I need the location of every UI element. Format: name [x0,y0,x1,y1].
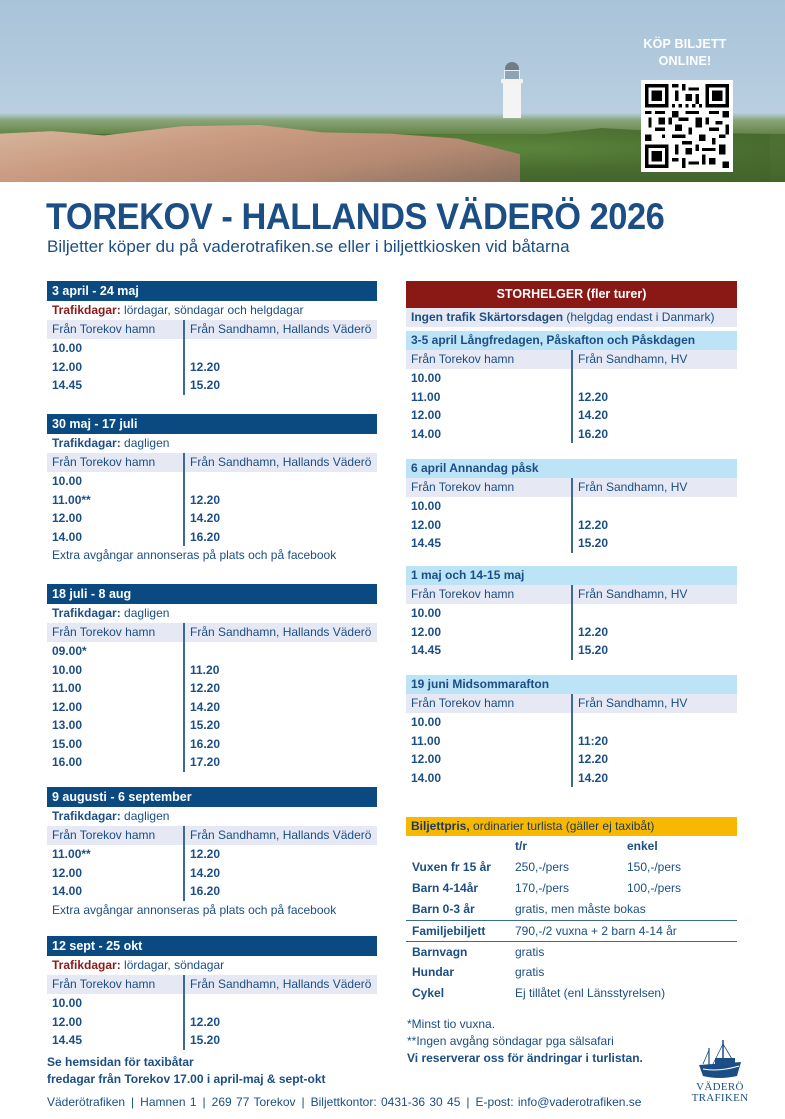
footer-phone[interactable]: Biljettkontor: 0431-36 30 45 [310,1095,461,1109]
column-headers [47,975,377,994]
col-single: enkel [627,839,658,853]
price-row [406,941,737,962]
departure-torekov: 14.00 [406,425,573,444]
table-row [406,425,737,444]
table-row [406,369,737,388]
col-from-torekov: Från Torekov hamn [406,694,573,713]
holiday-title: 3-5 april Långfredagen, Påskafton och Påskdagen [406,331,737,350]
departure-torekov: 14.45 [47,1031,185,1050]
departure-sandhamn [185,642,377,661]
traffic-days-label: Trafikdagar: [52,606,121,620]
table-row [406,623,737,642]
table-row [47,735,377,754]
footnotes [407,1016,643,1067]
lighthouse-icon [499,62,525,118]
holiday-block [406,675,737,787]
departure-torekov: 11.00** [47,845,185,864]
table-row [406,732,737,751]
col-from-sandhamn: Från Sandhamn, HV [578,587,688,601]
departure-sandhamn: 15.20 [578,643,609,657]
column-headers [406,350,737,369]
departure-sandhamn: 12.20 [190,359,221,374]
col-from-sandhamn: Från Sandhamn, HV [578,696,688,710]
departure-torekov: 14.45 [406,641,573,660]
season-period: 30 maj - 17 juli [47,414,377,434]
price-label: Vuxen fr 15 år [412,860,491,874]
departure-sandhamn: 17.20 [190,755,221,769]
departure-sandhamn [185,472,377,491]
holidays-header: STORHELGER (fler turer) [406,281,737,308]
departure-sandhamn: 14.20 [578,408,609,422]
col-from-sandhamn: Från Sandhamn, Hallands Väderö [190,455,372,469]
col-from-torekov: Från Torekov hamn [47,320,185,339]
departure-sandhamn: 14.20 [190,865,221,880]
departure-torekov: 14.00 [406,769,573,788]
table-row [406,750,737,769]
ship-icon [695,1038,745,1082]
table-row [47,509,377,528]
departure-torekov: 14.45 [406,534,573,553]
hero-rocks [0,120,520,182]
col-from-torekov: Från Torekov hamn [406,585,573,604]
departure-torekov: 10.00 [406,497,573,516]
taxi-line2: fredagar från Torekov 17.00 i april-maj & sept-okt [47,1072,326,1086]
table-row [47,661,377,680]
departure-sandhamn [185,994,377,1013]
table-row [47,642,377,661]
table-row [406,497,737,516]
price-label: Barn 4-14år [412,881,479,895]
price-label: Barn 0-3 år [412,902,475,916]
prices-header-bold: Biljettpris, [411,819,470,833]
price-value: gratis [515,945,545,959]
departure-torekov: 14.45 [47,376,185,395]
departure-sandhamn: 16.20 [578,426,609,441]
departure-torekov: 12.00 [47,698,185,717]
departure-torekov: 10.00 [406,604,573,623]
traffic-days [47,604,377,623]
column-headers [47,453,377,472]
departure-sandhamn [573,497,737,516]
traffic-days-label: Trafikdagar: [52,809,121,823]
hero-banner [0,0,785,182]
traffic-days [47,807,377,826]
price-return: 170,-/pers [515,881,570,895]
table-row [406,604,737,623]
table-row [406,534,737,553]
departure-sandhamn: 14.20 [578,770,609,785]
season-period: 18 juli - 8 aug [47,584,377,604]
price-single: 150,-/pers [627,860,682,874]
column-headers [47,826,377,845]
separator: | [202,1095,206,1109]
price-row [406,899,737,920]
departure-torekov: 14.00 [47,882,185,901]
season-period: 9 augusti - 6 september [47,787,377,807]
departure-sandhamn: 12.20 [578,517,609,532]
col-from-torekov: Från Torekov hamn [47,826,185,845]
col-from-torekov: Från Torekov hamn [406,478,573,497]
traffic-days-label: Trafikdagar: [52,958,121,972]
departure-sandhamn: 15.20 [190,378,221,392]
no-traffic-rest: (helgdag endast i Danmark) [563,310,715,324]
col-from-torekov: Från Torekov hamn [406,350,573,369]
price-value: gratis [515,965,545,979]
table-row [47,994,377,1013]
separator: | [301,1095,305,1109]
departure-sandhamn [573,369,737,388]
price-row [406,920,737,941]
departure-torekov: 12.00 [406,516,573,535]
table-row [47,1013,377,1032]
holiday-block [406,459,737,553]
col-from-sandhamn: Från Sandhamn, HV [578,352,688,366]
holiday-title: 1 maj och 14-15 maj [406,566,737,585]
table-row [47,698,377,717]
holiday-title: 6 april Annandag påsk [406,459,737,478]
traffic-days-value: dagligen [124,809,170,823]
departure-sandhamn: 12.20 [578,752,609,766]
departure-torekov: 12.00 [406,406,573,425]
season-block [47,414,377,565]
column-headers [406,694,737,713]
table-row [406,406,737,425]
vadero-trafiken-logo [690,1038,750,1116]
departure-torekov: 10.00 [47,339,185,358]
departure-sandhamn: 12.20 [190,492,221,507]
departure-torekov: 10.00 [406,369,573,388]
footer-contact [47,1095,641,1109]
departure-torekov: 12.00 [406,750,573,769]
departure-torekov: 16.00 [47,753,185,772]
column-headers [47,320,377,339]
extra-departures-note: Extra avgångar annonseras på plats och på facebook [52,548,337,562]
table-row [47,679,377,698]
traffic-days [47,301,377,320]
logo-line2: TRAFIKEN [691,1092,749,1104]
departure-sandhamn: 15.20 [190,1033,221,1047]
traffic-days-value: lördagar, söndagar [124,958,225,972]
prices-header-rest: ordinarier turlista (gäller ej taxibåt) [469,819,655,833]
departure-sandhamn: 16.20 [190,884,221,898]
season-block [47,584,377,772]
departure-torekov: 12.00 [47,358,185,377]
traffic-days-value: dagligen [124,436,170,450]
footnote-min-adults: *Minst tio vuxna. [407,1017,496,1031]
col-from-torekov: Från Torekov hamn [47,623,185,642]
departure-sandhamn: 16.20 [190,736,221,751]
logo-line1: VÄDERÖ [696,1081,744,1093]
column-headers [406,478,737,497]
col-from-torekov: Från Torekov hamn [47,453,185,472]
departure-sandhamn [185,339,377,358]
col-from-torekov: Från Torekov hamn [47,975,185,994]
ticket-prices [406,817,737,1004]
prices-header [406,817,737,836]
table-row [47,882,377,901]
table-row [47,753,377,772]
col-from-sandhamn: Från Sandhamn, Hallands Väderö [190,977,372,991]
col-from-sandhamn: Från Sandhamn, HV [578,480,688,494]
departure-sandhamn: 12.20 [190,1014,221,1029]
departure-torekov: 15.00 [47,735,185,754]
price-label: Familjebiljett [412,924,486,938]
departure-torekov: 10.00 [47,661,185,680]
departure-sandhamn: 12.20 [190,847,221,861]
column-headers [47,623,377,642]
departure-torekov: 14.00 [47,528,185,547]
table-row [47,528,377,547]
price-value: 790,-/2 vuxna + 2 barn 4-14 år [515,924,677,938]
departure-torekov: 13.00 [47,716,185,735]
table-row [406,516,737,535]
col-from-sandhamn: Från Sandhamn, Hallands Väderö [190,625,372,639]
buy-online-line1: KÖP BILJETT [643,37,727,51]
table-row [47,339,377,358]
price-label: Barnvagn [412,945,468,959]
departure-torekov: 11.00 [406,388,573,407]
departure-torekov: 11.00 [47,679,185,698]
departure-sandhamn: 16.20 [190,529,221,544]
buy-ticket-online-label [630,36,740,70]
price-value: Ej tillåtet (enl Länsstyrelsen) [515,986,666,1000]
departure-sandhamn [573,713,737,732]
departure-sandhamn: 14.20 [190,699,221,714]
traffic-days-value: lördagar, söndagar och helgdagar [124,303,304,317]
departure-sandhamn: 12.20 [578,624,609,639]
departure-torekov: 11.00 [406,732,573,751]
holiday-block [406,331,737,443]
traffic-days [47,434,377,453]
taxi-line1: Se hemsidan för taxibåtar [47,1055,194,1069]
footer-company: Väderötrafiken [47,1095,126,1109]
table-row [47,472,377,491]
table-row [47,845,377,864]
table-row [47,491,377,510]
footnote-reservation: Vi reserverar oss för ändringar i turlistan. [407,1051,643,1065]
price-single: 100,-/pers [627,881,682,895]
no-traffic-note [406,308,737,327]
season-block [47,787,377,920]
col-from-sandhamn: Från Sandhamn, Hallands Väderö [190,322,372,336]
departure-sandhamn: 15.20 [578,536,609,550]
departure-torekov: 11.00** [47,491,185,510]
holidays-section [406,281,737,327]
departure-torekov: 12.00 [406,623,573,642]
table-row [47,1031,377,1050]
col-return: t/r [515,839,527,853]
column-headers [406,585,737,604]
no-traffic-bold: Ingen trafik Skärtorsdagen [411,310,564,324]
departure-torekov: 10.00 [406,713,573,732]
buy-online-line2: ONLINE! [658,54,712,68]
separator: | [131,1095,135,1109]
departure-sandhamn: 12.20 [190,681,221,695]
departure-sandhamn: 12.20 [578,389,609,404]
departure-torekov: 12.00 [47,509,185,528]
price-label: Cykel [412,986,445,1000]
page-subtitle: Biljetter köper du på vaderotrafiken.se eller i biljettkiosken vid båtarna [47,237,570,256]
price-row [406,983,737,1004]
page-title: TOREKOV - HALLANDS VÄDERÖ 2026 [46,196,665,237]
table-row [47,376,377,395]
holiday-title: 19 juni Midsommarafton [406,675,737,694]
table-row [47,358,377,377]
table-row [406,641,737,660]
extra-departures-note: Extra avgångar annonseras på plats och på facebook [52,902,337,917]
footer-address: Hamnen 1 [140,1095,197,1109]
taxi-boat-note [47,1054,326,1088]
table-row [47,864,377,883]
departure-sandhamn: 11.20 [190,662,220,677]
price-column-headers [406,836,737,857]
price-return: 250,-/pers [515,860,570,874]
table-row [47,716,377,735]
separator: | [466,1095,470,1109]
departure-torekov: 10.00 [47,994,185,1013]
table-row [406,388,737,407]
departure-torekov: 10.00 [47,472,185,491]
price-row [406,962,737,983]
price-row [406,857,737,878]
departure-torekov: 12.00 [47,864,185,883]
traffic-days-label: Trafikdagar: [52,436,121,450]
col-from-sandhamn: Från Sandhamn, Hallands Väderö [190,828,372,842]
traffic-days-value: dagligen [124,606,170,620]
departure-sandhamn: 11:20 [578,733,609,748]
price-row [406,878,737,899]
price-value: gratis, men måste bokas [515,902,646,916]
traffic-days-label: Trafikdagar: [52,303,121,317]
table-row [406,713,737,732]
holiday-block [406,566,737,660]
footnote-no-sunday: **Ingen avgång söndagar pga sälsafari [407,1034,614,1048]
departure-sandhamn: 15.20 [190,718,221,732]
traffic-days [47,956,377,975]
departure-sandhamn [573,604,737,623]
departure-torekov: 09.00* [47,642,185,661]
season-period: 12 sept - 25 okt [47,936,377,956]
table-row [406,769,737,788]
season-period: 3 april - 24 maj [47,281,377,301]
season-block [47,281,377,395]
price-label: Hundar [412,965,454,979]
departure-sandhamn: 14.20 [190,511,221,525]
qr-code-icon[interactable] [641,80,733,172]
season-block [47,936,377,1050]
footer-postal: 269 77 Torekov [211,1095,296,1109]
footer-email[interactable]: E-post: info@vaderotrafiken.se [475,1095,642,1109]
departure-torekov: 12.00 [47,1013,185,1032]
